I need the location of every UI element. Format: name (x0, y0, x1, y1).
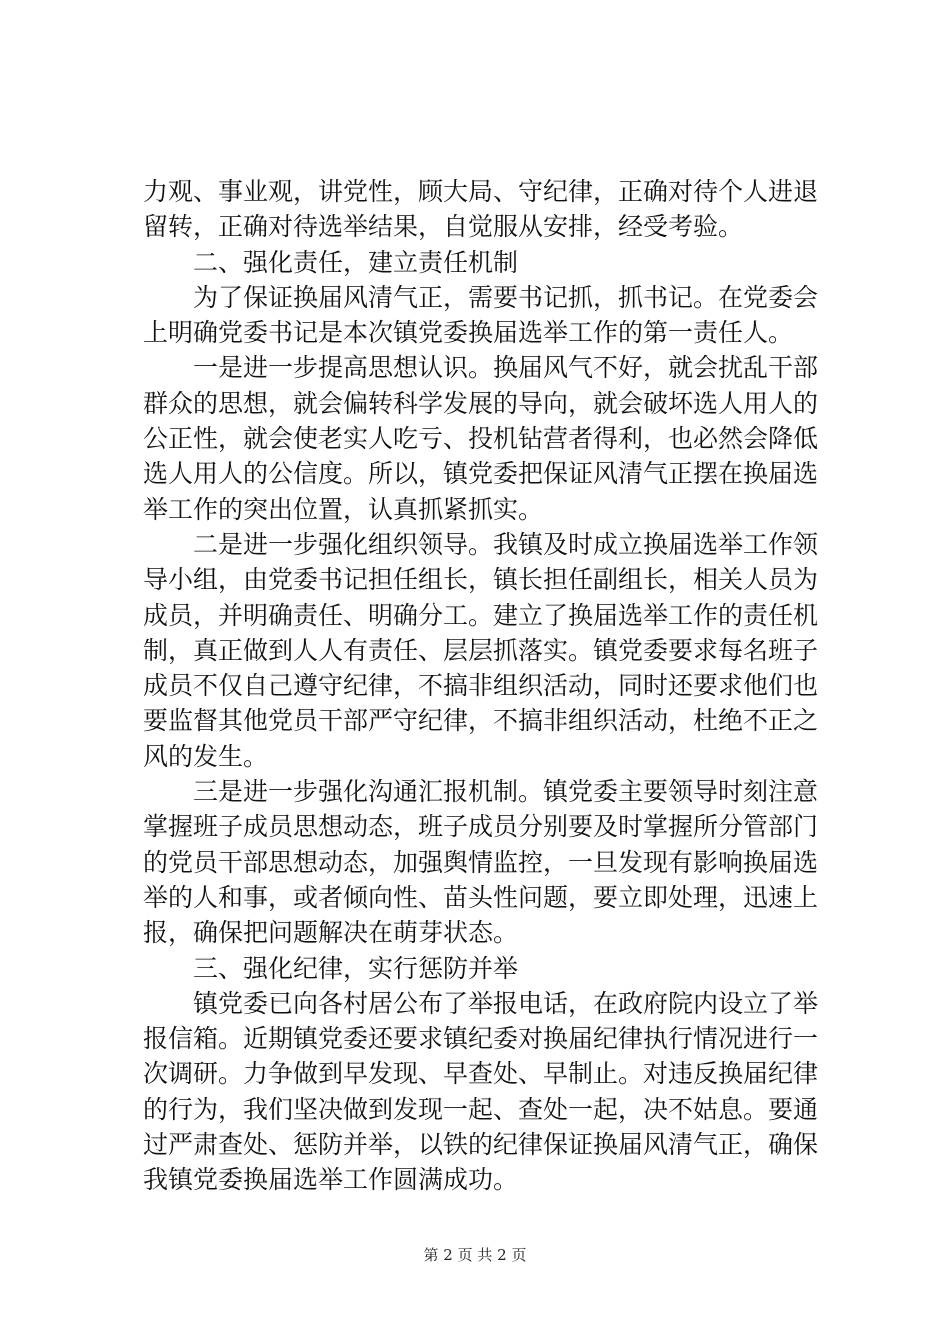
text-line: 我镇党委换届选举工作圆满成功。 (143, 1165, 519, 1195)
text-line: 的党员干部思想动态，加强舆情监控，一旦发现有影响换届选 (143, 847, 819, 877)
text-line: 成员，并明确责任、明确分工。建立了换届选举工作的责任机 (143, 600, 819, 630)
document-body (143, 174, 819, 1198)
text-line: 导小组，由党委书记担任组长，镇长担任副组长，相关人员为 (143, 565, 819, 595)
text-line: 次调研。力争做到早发现、早查处、早制止。对违反换届纪律 (143, 1059, 819, 1089)
text-line: 上明确党委书记是本次镇党委换届选举工作的第一责任人。 (143, 318, 794, 348)
text-line: 镇党委已向各村居公布了举报电话，在政府院内设立了举 (193, 988, 819, 1018)
text-line: 力观、事业观，讲党性，顾大局、守纪律，正确对待个人进退 (143, 177, 819, 206)
text-line: 选人用人的公信度。所以，镇党委把保证风清气正摆在换届选 (143, 459, 819, 489)
text-line: 为了保证换届风清气正，需要书记抓，抓书记。在党委会 (193, 282, 819, 312)
text-line: 举工作的突出位置，认真抓紧抓实。 (143, 494, 544, 524)
section-heading: 二、强化责任，建立责任机制 (193, 247, 519, 277)
text-line: 举的人和事，或者倾向性、苗头性问题，要立即处理，迅速上 (143, 882, 819, 912)
text-line: 风的发生。 (143, 741, 269, 771)
section-heading: 三、强化纪律，实行惩防并举 (193, 953, 519, 983)
text-line: 二是进一步强化组织领导。我镇及时成立换届选举工作领 (193, 529, 819, 559)
text-line: 成员不仅自己遵守纪律，不搞非组织活动，同时还要求他们也 (143, 671, 819, 701)
text-line: 掌握班子成员思想动态，班子成员分别要及时掌握所分管部门 (143, 812, 819, 842)
text-line: 群众的思想，就会偏转科学发展的导向，就会破坏选人用人的 (143, 388, 819, 418)
text-line: 报信箱。近期镇党委还要求镇纪委对换届纪律执行情况进行一 (143, 1024, 819, 1054)
page-number-footer: 第 2 页 共 2 页 (423, 1246, 527, 1264)
text-line: 三是进一步强化沟通汇报机制。镇党委主要领导时刻注意 (193, 777, 819, 807)
text-line: 留转，正确对待选举结果，自觉服从安排，经受考验。 (143, 212, 744, 242)
text-line: 一是进一步提高思想认识。换届风气不好，就会扰乱干部 (193, 353, 819, 383)
text-line: 公正性，就会使老实人吃亏、投机钻营者得利，也必然会降低 (143, 424, 819, 454)
text-line: 的行为，我们坚决做到发现一起、查处一起，决不姑息。要通 (143, 1094, 819, 1124)
text-line: 过严肃查处、惩防并举，以铁的纪律保证换届风清气正，确保 (143, 1130, 819, 1160)
text-line: 报，确保把问题解决在萌芽状态。 (143, 918, 519, 948)
text-line: 制，真正做到人人有责任、层层抓落实。镇党委要求每名班子 (143, 635, 819, 665)
text-line: 要监督其他党员干部严守纪律，不搞非组织活动，杜绝不正之 (143, 706, 819, 736)
